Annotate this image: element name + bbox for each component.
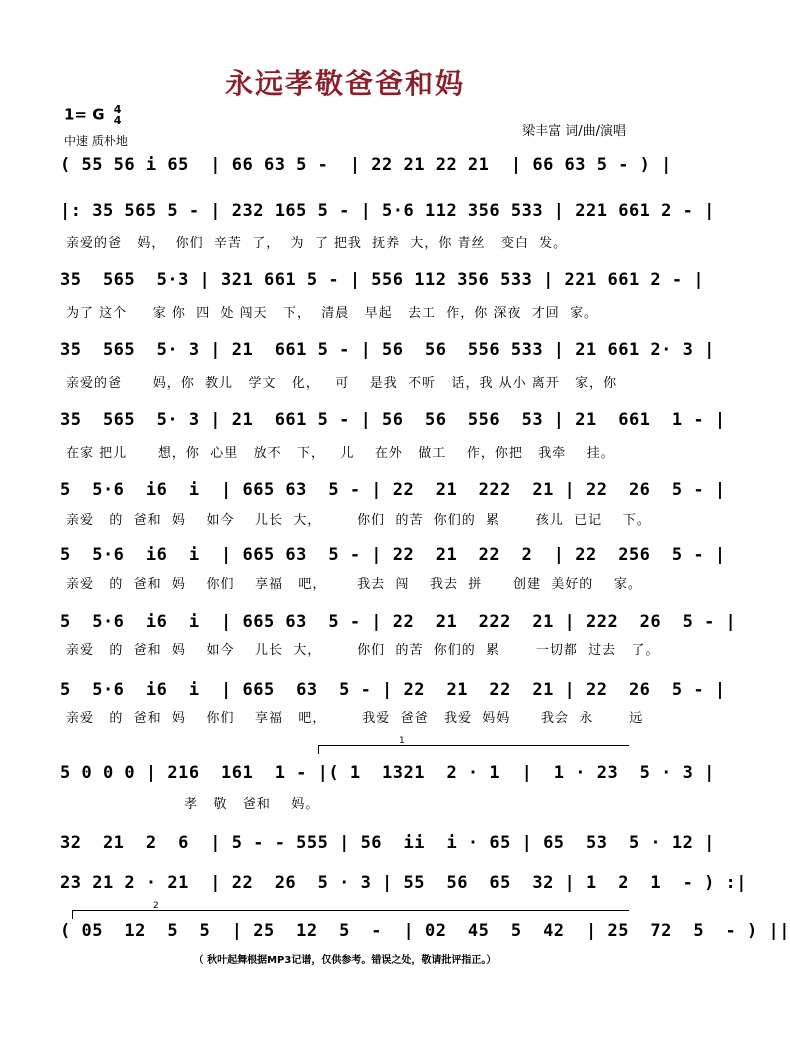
- lyric-line-1: 亲爱的爸 妈， 你们 辛苦 了， 为 了 把我 抚养 大，你 青丝 变白 发。: [66, 236, 568, 251]
- tempo-marking: 中速 质朴地: [64, 134, 128, 148]
- lyric-line-9: 孝 敬 爸和 妈。: [66, 797, 320, 812]
- score-line-2: |: 35 565 5 - | 232 165 5 - | 5·6 112 356 533 | 221 661 2 - |: [60, 201, 715, 221]
- time-signature: [114, 104, 122, 126]
- score-line-8: 5 5·6 i6 i | 665 63 5 - | 22 21 222 21 | 222 26 5 - |: [60, 612, 737, 632]
- score-line-13: ( 05 12 5 5 | 25 12 5 - | 02 45 5 42 | 25 72 5 - ) ||: [60, 921, 790, 941]
- score-line-12: 23 21 2 · 21 | 22 26 5 · 3 | 55 56 65 32 | 1 2 1 - ) :|: [60, 873, 748, 893]
- lyric-line-4: 在家 把儿 想，你 心里 放不 下， 儿 在外 做工 作，你把 我牵 挂。: [66, 446, 615, 461]
- volta-bracket-1: [318, 736, 629, 754]
- lyric-line-6: 亲爱 的 爸和 妈 你们 享福 吧， 我去 闯 我去 拼 创建 美好的 家。: [66, 577, 642, 592]
- lyric-line-5: 亲爱 的 爸和 妈 如今 儿长 大， 你们 的苦 你们的 累 孩儿 已记 下。: [66, 513, 651, 528]
- score-line-9: 5 5·6 i6 i | 665 63 5 - | 22 21 22 21 | 22 26 5 - |: [60, 680, 726, 700]
- score-line-11: 32 21 2 6 | 5 - - 555 | 56 ii i · 65 | 65 53 5 · 12 |: [60, 833, 715, 853]
- lyric-line-3: 亲爱的爸 妈，你 教儿 学文 化， 可 是我 不听 话，我 从小 离开 家，你: [66, 376, 618, 391]
- score-line-10: 5 0 0 0 | 216 161 1 - |( 1 1321 2 · 1 | 1 · 23 5 · 3 |: [60, 763, 715, 783]
- volta-1-number: 1: [399, 736, 405, 746]
- volta-2-number: 2: [153, 901, 159, 911]
- score-line-5: 35 565 5· 3 | 21 661 5 - | 56 56 556 53 | 21 661 1 - |: [60, 410, 726, 430]
- key-signature: [64, 104, 121, 126]
- lyric-line-7: 亲爱 的 爸和 妈 如今 儿长 大， 你们 的苦 你们的 累 一切都 过去 了。: [66, 643, 660, 658]
- score-line-4: 35 565 5· 3 | 21 661 5 - | 56 56 556 533 | 21 661 2· 3 |: [60, 340, 715, 360]
- credits: 梁丰富 词/曲/演唱: [522, 124, 626, 139]
- score-line-6: 5 5·6 i6 i | 665 63 5 - | 22 21 222 21 | 22 26 5 - |: [60, 480, 726, 500]
- score-line-7: 5 5·6 i6 i | 665 63 5 - | 22 21 22 2 | 22 256 5 - |: [60, 545, 726, 565]
- key-label: 1= G: [64, 105, 105, 124]
- song-title: 永远孝敬爸爸和妈: [224, 67, 465, 100]
- lyric-line-2: 为了 这个 家 你 四 处 闯天 下， 清晨 早起 去工 作，你 深夜 才回 家。: [66, 306, 598, 321]
- time-top: 4: [113, 103, 122, 116]
- volta-bracket-2: [72, 901, 629, 919]
- footnote: （ 秋叶起舞根据MP3记谱，仅供参考。错误之处，敬请批评指正。）: [193, 955, 497, 966]
- score-line-1: ( 55 56 i 65 | 66 63 5 - | 22 21 22 21 | 66 63 5 - ) |: [60, 155, 672, 175]
- lyric-line-8: 亲爱 的 爸和 妈 你们 享福 吧， 我爱 爸爸 我爱 妈妈 我会 永 远: [66, 711, 644, 726]
- score-line-3: 35 565 5·3 | 321 661 5 - | 556 112 356 533 | 221 661 2 - |: [60, 270, 705, 290]
- time-bottom: 4: [113, 114, 122, 127]
